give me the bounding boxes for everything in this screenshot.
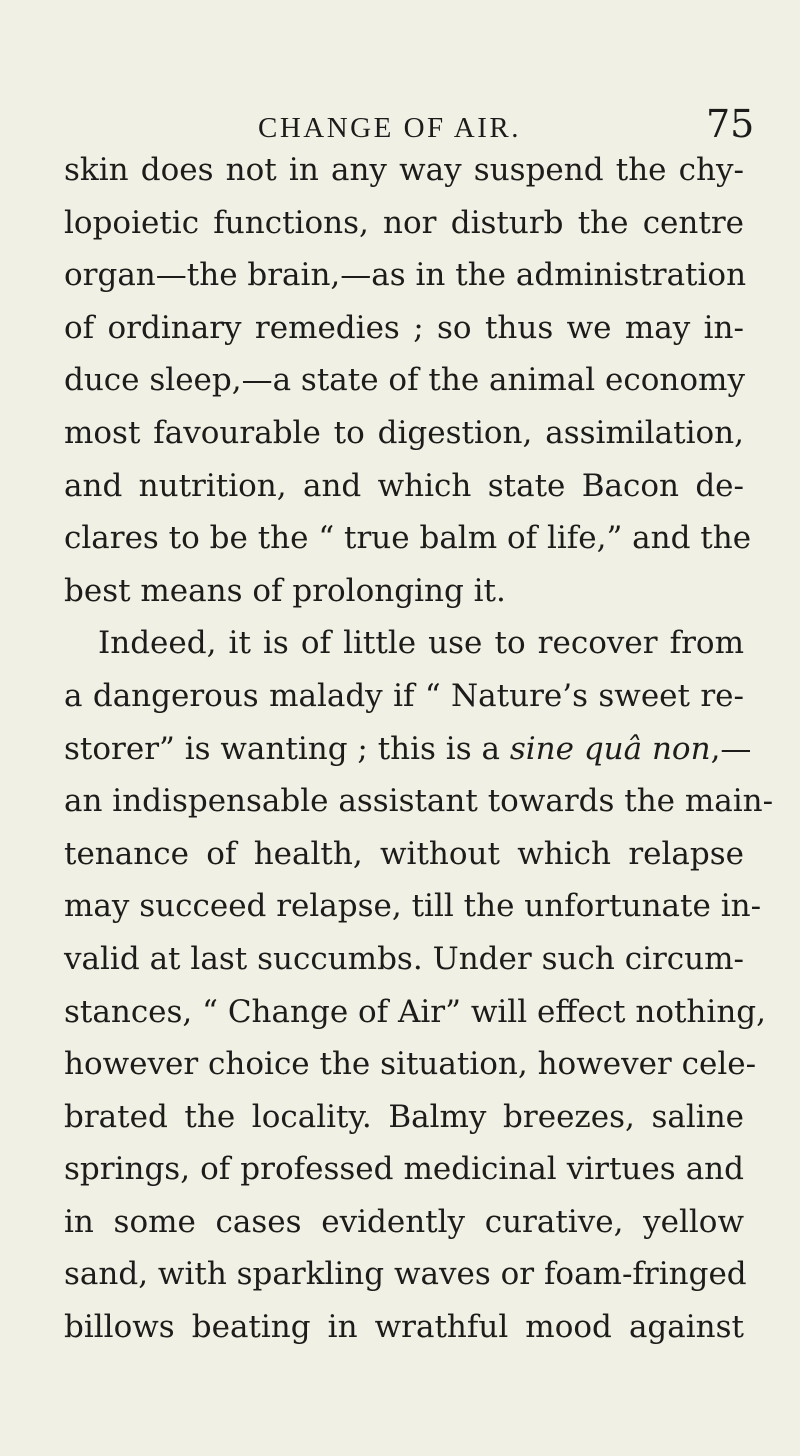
text-line: stances, “ Change of Air” will effect nothing, [64, 993, 766, 1030]
text-line: brated the locality. Balmy breezes, saline [64, 1098, 744, 1135]
text-line: may succeed relapse, till the unfortunate in- [64, 888, 762, 925]
text-line: of ordinary remedies ; so thus we may in- [64, 309, 744, 346]
text-line: most favourable to digestion, assimilation, [64, 414, 744, 451]
text-line: best means of prolonging it. [64, 572, 506, 609]
text-segment: storer” is wanting ; this is a [64, 730, 510, 767]
text-line: Indeed, it is of little use to recover from [98, 625, 744, 662]
text-line: an indispensable assistant towards the main- [64, 783, 774, 820]
text-line: however choice the situation, however cele- [64, 1046, 757, 1083]
text-line: valid at last succumbs. Under such circum- [64, 940, 744, 977]
text-line: billows beating in wrathful mood against [64, 1309, 744, 1346]
text-line: and nutrition, and which state Bacon de- [64, 467, 744, 504]
running-title: CHANGE OF AIR. [258, 112, 521, 144]
text-line: skin does not in any way suspend the chy- [64, 152, 744, 188]
text-line: a dangerous malady if “ Nature’s sweet re- [64, 677, 744, 714]
text-line: organ—the brain,—as in the administration [64, 257, 747, 294]
text-line: duce sleep,—a state of the animal economy [64, 362, 745, 399]
text-line: tenance of health, without which relapse [64, 835, 744, 872]
text-line: clares to be the “ true balm of life,” and the [64, 520, 752, 557]
italic-phrase: sine quâ non [509, 730, 711, 767]
text-line: sand, with sparkling waves or foam-fringed [64, 1256, 747, 1293]
page-number: 75 [706, 102, 755, 146]
text-line: in some cases evidently curative, yellow [64, 1203, 744, 1240]
text-line: lopoietic functions, nor disturb the centre [64, 204, 744, 241]
text-segment: ,— [710, 730, 752, 767]
text-line-with-italic [64, 723, 752, 776]
text-line: springs, of professed medicinal virtues and [64, 1151, 744, 1188]
body-text [64, 144, 774, 1354]
